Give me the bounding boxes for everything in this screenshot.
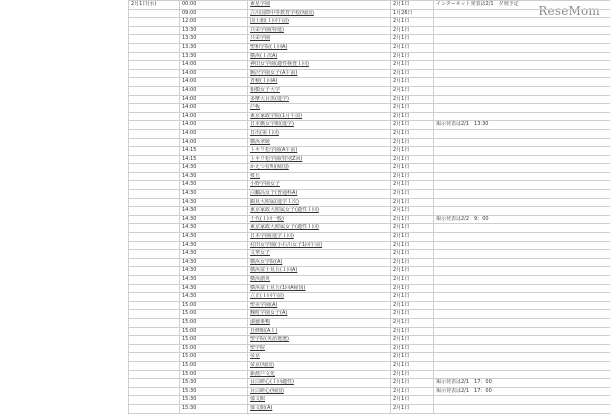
table-row bbox=[129, 52, 610, 61]
result-date-cell: 2月1日 bbox=[391, 207, 434, 216]
time-cell: 14:00 bbox=[180, 104, 248, 113]
result-date-cell: 2月1日 bbox=[391, 78, 434, 87]
school-link[interactable]: トキワ松学園(特別Z回) bbox=[248, 155, 391, 164]
time-cell: 15:00 bbox=[180, 327, 248, 336]
date-cell bbox=[129, 112, 180, 121]
date-cell bbox=[129, 404, 180, 413]
note-cell bbox=[434, 241, 610, 250]
school-link[interactable]: 千代(１回一般) bbox=[248, 215, 391, 224]
time-cell: 14:30 bbox=[180, 172, 248, 181]
date-cell bbox=[129, 190, 180, 199]
school-link[interactable]: 目白研心(１回適性) bbox=[248, 379, 391, 388]
time-cell: 14:30 bbox=[180, 190, 248, 199]
time-cell: 15:30 bbox=[180, 387, 248, 396]
resemom-logo: ReseMom bbox=[538, 4, 600, 18]
date-cell bbox=[129, 258, 180, 267]
table-row bbox=[129, 284, 610, 293]
date-cell bbox=[129, 353, 180, 362]
table-row bbox=[129, 327, 610, 336]
time-cell: 15:00 bbox=[180, 336, 248, 345]
time-cell: 14:15 bbox=[180, 147, 248, 156]
school-link[interactable]: 淑徳巣鴨 bbox=[248, 318, 391, 327]
note-cell bbox=[434, 310, 610, 319]
date-cell bbox=[129, 198, 180, 207]
result-date-cell: 2月1日 bbox=[391, 361, 434, 370]
school-link[interactable]: 東京家政学院(1月午前) bbox=[248, 112, 391, 121]
school-link[interactable]: 麴町学園女子(A) bbox=[248, 310, 391, 319]
time-cell: 15:00 bbox=[180, 361, 248, 370]
date-cell bbox=[129, 164, 180, 173]
table-row bbox=[129, 301, 610, 310]
table-row bbox=[129, 207, 610, 216]
school-link[interactable]: 相模女子大学 bbox=[248, 86, 391, 95]
note-cell bbox=[434, 336, 610, 345]
date-cell bbox=[129, 370, 180, 379]
school-link[interactable]: 横浜富士見丘(1回A帰国) bbox=[248, 284, 391, 293]
note-cell: 掲示発表は2/1 17：00 bbox=[434, 379, 610, 388]
result-date-cell: 2月1日 bbox=[391, 61, 434, 70]
school-link[interactable]: 横浜女学院(A) bbox=[248, 258, 391, 267]
time-cell: 14:00 bbox=[180, 78, 248, 87]
table-row bbox=[129, 69, 610, 78]
date-cell bbox=[129, 396, 180, 405]
table-row bbox=[129, 129, 610, 138]
result-date-cell: 2月1日 bbox=[391, 370, 434, 379]
note-cell bbox=[434, 258, 610, 267]
result-date-cell: 2月1日 bbox=[391, 129, 434, 138]
school-link[interactable]: 聖美学園(A) bbox=[248, 301, 391, 310]
time-cell: 14:30 bbox=[180, 293, 248, 302]
table-row bbox=[129, 198, 610, 207]
note-cell bbox=[434, 52, 610, 61]
school-link[interactable]: 多摩大目黒(進学) bbox=[248, 95, 391, 104]
table-row bbox=[129, 86, 610, 95]
school-link[interactable]: かえつ有明(帰国) bbox=[248, 164, 391, 173]
time-cell: 13:30 bbox=[180, 43, 248, 52]
note-cell bbox=[434, 138, 610, 147]
note-cell bbox=[434, 344, 610, 353]
time-cell: 14:30 bbox=[180, 233, 248, 242]
time-cell: 14:15 bbox=[180, 155, 248, 164]
result-date-cell: 2月1日 bbox=[391, 258, 434, 267]
result-date-cell: 2月1日 bbox=[391, 404, 434, 413]
note-cell bbox=[434, 198, 610, 207]
time-cell: 15:30 bbox=[180, 404, 248, 413]
time-cell: 13:30 bbox=[180, 26, 248, 35]
school-link[interactable]: 目白研心(帰国) bbox=[248, 387, 391, 396]
time-cell: 14:30 bbox=[180, 164, 248, 173]
table-row bbox=[129, 379, 610, 388]
table-row bbox=[129, 396, 610, 405]
school-link[interactable]: 小野学園女子 bbox=[248, 181, 391, 190]
note-cell bbox=[434, 370, 610, 379]
note-cell bbox=[434, 284, 610, 293]
time-cell: 09:00 bbox=[180, 9, 248, 18]
time-cell: 15:30 bbox=[180, 379, 248, 388]
date-cell bbox=[129, 26, 180, 35]
date-cell bbox=[129, 155, 180, 164]
result-date-cell: 2月1日 bbox=[391, 284, 434, 293]
table-row bbox=[129, 190, 610, 199]
date-cell bbox=[129, 138, 180, 147]
school-link[interactable]: 新渡戸文化 bbox=[248, 370, 391, 379]
table-row bbox=[129, 164, 610, 173]
result-date-cell: 2月1日 bbox=[391, 112, 434, 121]
time-cell: 14:30 bbox=[180, 215, 248, 224]
date-cell bbox=[129, 147, 180, 156]
school-link[interactable]: 聖和学院(１回A) bbox=[248, 43, 391, 52]
time-cell: 00:00 bbox=[180, 1, 248, 10]
result-date-cell: 2月1日 bbox=[391, 26, 434, 35]
note-cell bbox=[434, 293, 610, 302]
table-row bbox=[129, 147, 610, 156]
result-date-cell: 2月1日 bbox=[391, 104, 434, 113]
result-date-cell: 2月1日 bbox=[391, 172, 434, 181]
exam-schedule-sheet bbox=[128, 0, 600, 400]
table-row bbox=[129, 172, 610, 181]
note-cell: 掲示発表は2/1 17：00 bbox=[434, 387, 610, 396]
date-cell bbox=[129, 104, 180, 113]
date-cell bbox=[129, 61, 180, 70]
school-link[interactable]: 日本学園(進学１回) bbox=[248, 233, 391, 242]
school-link[interactable]: 文華女子 bbox=[248, 250, 391, 259]
result-date-cell: 2月1日 bbox=[391, 155, 434, 164]
date-cell bbox=[129, 181, 180, 190]
table-row bbox=[129, 258, 610, 267]
date-cell bbox=[129, 172, 180, 181]
school-link[interactable]: 青稜(１回A) bbox=[248, 78, 391, 87]
date-cell bbox=[129, 379, 180, 388]
date-cell bbox=[129, 215, 180, 224]
schedule-table bbox=[128, 0, 610, 414]
result-date-cell: 2月1日 bbox=[391, 147, 434, 156]
result-date-cell: 2月1日 bbox=[391, 353, 434, 362]
date-cell bbox=[129, 224, 180, 233]
school-link[interactable]: 東京家政大附属女子(適性１回) bbox=[248, 224, 391, 233]
school-link[interactable]: 横浜富士見丘(１回A) bbox=[248, 267, 391, 276]
result-date-cell: 2月1日 bbox=[391, 379, 434, 388]
note-cell bbox=[434, 181, 610, 190]
result-date-cell: 2月1日 bbox=[391, 198, 434, 207]
school-link[interactable]: 日本橋女学館(進学) bbox=[248, 121, 391, 130]
school-link[interactable]: 戸板 bbox=[248, 104, 391, 113]
school-link[interactable]: 国士舘(１回午前) bbox=[248, 18, 391, 27]
date-cell bbox=[129, 327, 180, 336]
table-row bbox=[129, 104, 610, 113]
date-cell bbox=[129, 121, 180, 130]
time-cell: 14:30 bbox=[180, 207, 248, 216]
table-row bbox=[129, 233, 610, 242]
table-row bbox=[129, 370, 610, 379]
date-cell bbox=[129, 301, 180, 310]
note-cell bbox=[434, 78, 610, 87]
time-cell: 13:30 bbox=[180, 35, 248, 44]
school-link[interactable]: 桜丘 bbox=[248, 172, 391, 181]
note-cell bbox=[434, 86, 610, 95]
school-link[interactable]: 横浜創英 bbox=[248, 276, 391, 285]
note-cell bbox=[434, 147, 610, 156]
school-link[interactable]: 東京家政大附属女子(適性１回) bbox=[248, 207, 391, 216]
date-cell bbox=[129, 207, 180, 216]
result-date-cell: 2月1日 bbox=[391, 276, 434, 285]
time-cell: 14:30 bbox=[180, 181, 248, 190]
note-cell bbox=[434, 250, 610, 259]
note-cell bbox=[434, 396, 610, 405]
school-link[interactable]: 鶴見大附属(進学１次) bbox=[248, 198, 391, 207]
school-link[interactable]: 郁文館(A) bbox=[248, 404, 391, 413]
result-date-cell: 2月1日 bbox=[391, 52, 434, 61]
note-cell bbox=[434, 164, 610, 173]
note-cell bbox=[434, 61, 610, 70]
date-cell bbox=[129, 9, 180, 18]
time-cell: 15:00 bbox=[180, 353, 248, 362]
school-link[interactable]: 帝京 bbox=[248, 353, 391, 362]
note-cell bbox=[434, 155, 610, 164]
date-cell bbox=[129, 129, 180, 138]
school-link[interactable]: 立川国際中等教育学校(帰国) bbox=[248, 9, 391, 18]
result-date-cell: 2月1日 bbox=[391, 301, 434, 310]
result-date-cell: 2月1日 bbox=[391, 138, 434, 147]
table-row bbox=[129, 404, 610, 413]
time-cell: 15:30 bbox=[180, 396, 248, 405]
note-cell bbox=[434, 95, 610, 104]
time-cell: 14:30 bbox=[180, 258, 248, 267]
date-cell bbox=[129, 18, 180, 27]
result-date-cell: 1月26日 bbox=[391, 9, 434, 18]
school-link[interactable]: 帝京(帰国) bbox=[248, 361, 391, 370]
note-cell bbox=[434, 233, 610, 242]
date-cell bbox=[129, 387, 180, 396]
result-date-cell: 2月1日 bbox=[391, 95, 434, 104]
date-cell bbox=[129, 35, 180, 44]
school-link[interactable]: 共栄学園 bbox=[248, 35, 391, 44]
date-cell bbox=[129, 310, 180, 319]
time-cell: 14:00 bbox=[180, 69, 248, 78]
note-cell bbox=[434, 35, 610, 44]
table-row bbox=[129, 95, 610, 104]
note-cell bbox=[434, 69, 610, 78]
result-date-cell: 2月1日 bbox=[391, 215, 434, 224]
table-row bbox=[129, 310, 610, 319]
result-date-cell: 2月1日 bbox=[391, 318, 434, 327]
date-cell bbox=[129, 86, 180, 95]
date-cell bbox=[129, 43, 180, 52]
table-row bbox=[129, 9, 610, 18]
time-cell: 15:00 bbox=[180, 310, 248, 319]
time-cell: 14:00 bbox=[180, 121, 248, 130]
result-date-cell: 2月1日 bbox=[391, 387, 434, 396]
result-date-cell: 2月1日 bbox=[391, 336, 434, 345]
note-cell bbox=[434, 276, 610, 285]
note-cell bbox=[434, 104, 610, 113]
school-link[interactable]: 聖学院 bbox=[248, 344, 391, 353]
table-row bbox=[129, 35, 610, 44]
note-cell bbox=[434, 129, 610, 138]
result-date-cell: 2月1日 bbox=[391, 43, 434, 52]
school-link[interactable]: 横浜(１次A) bbox=[248, 52, 391, 61]
note-cell bbox=[434, 267, 610, 276]
school-link[interactable]: 横浜翠陵 bbox=[248, 138, 391, 147]
date-cell bbox=[129, 52, 180, 61]
schedule-table-body bbox=[129, 1, 610, 414]
table-row bbox=[129, 26, 610, 35]
result-date-cell: 2月1日 bbox=[391, 1, 434, 10]
school-link[interactable]: トキワ松学園(A午前) bbox=[248, 147, 391, 156]
time-cell: 15:00 bbox=[180, 344, 248, 353]
table-row bbox=[129, 276, 610, 285]
result-date-cell: 2月1日 bbox=[391, 181, 434, 190]
table-row bbox=[129, 181, 610, 190]
time-cell: 14:30 bbox=[180, 284, 248, 293]
time-cell: 14:00 bbox=[180, 129, 248, 138]
date-cell bbox=[129, 250, 180, 259]
note-cell: インターネット発表は2/1 夕刻予定 bbox=[434, 1, 610, 10]
result-date-cell: 2月1日 bbox=[391, 69, 434, 78]
note-cell bbox=[434, 43, 610, 52]
school-link[interactable]: 郁文館 bbox=[248, 396, 391, 405]
note-cell bbox=[434, 318, 610, 327]
school-link[interactable]: 自修館(A１) bbox=[248, 327, 391, 336]
result-date-cell: 2月1日 bbox=[391, 396, 434, 405]
note-cell bbox=[434, 361, 610, 370]
table-row bbox=[129, 112, 610, 121]
result-date-cell: 2月1日 bbox=[391, 250, 434, 259]
date-cell bbox=[129, 69, 180, 78]
time-cell: 15:00 bbox=[180, 370, 248, 379]
result-date-cell: 2月1日 bbox=[391, 344, 434, 353]
result-date-cell: 2月1日 bbox=[391, 121, 434, 130]
date-cell bbox=[129, 361, 180, 370]
note-cell bbox=[434, 327, 610, 336]
result-date-cell: 2月1日 bbox=[391, 164, 434, 173]
result-date-cell: 2月1日 bbox=[391, 86, 434, 95]
result-date-cell: 2月1日 bbox=[391, 293, 434, 302]
table-row bbox=[129, 1, 610, 10]
note-cell bbox=[434, 26, 610, 35]
date-cell bbox=[129, 233, 180, 242]
date-cell bbox=[129, 267, 180, 276]
note-cell bbox=[434, 112, 610, 121]
time-cell: 15:00 bbox=[180, 301, 248, 310]
time-cell: 14:30 bbox=[180, 250, 248, 259]
time-cell: 13:30 bbox=[180, 52, 248, 61]
school-link[interactable]: 共栄学園(特進) bbox=[248, 26, 391, 35]
school-link[interactable]: 駒沢学園女子(A午前) bbox=[248, 69, 391, 78]
time-cell: 14:00 bbox=[180, 112, 248, 121]
date-cell bbox=[129, 284, 180, 293]
note-cell bbox=[434, 301, 610, 310]
note-cell bbox=[434, 9, 610, 18]
school-link[interactable]: 東星学園 bbox=[248, 1, 391, 10]
time-cell: 12:00 bbox=[180, 18, 248, 27]
table-row bbox=[129, 353, 610, 362]
date-cell bbox=[129, 78, 180, 87]
date-cell bbox=[129, 241, 180, 250]
note-cell bbox=[434, 224, 610, 233]
table-row bbox=[129, 361, 610, 370]
time-cell: 14:30 bbox=[180, 241, 248, 250]
time-cell: 14:00 bbox=[180, 138, 248, 147]
table-row bbox=[129, 344, 610, 353]
table-row bbox=[129, 215, 610, 224]
result-date-cell: 2月1日 bbox=[391, 18, 434, 27]
time-cell: 14:30 bbox=[180, 224, 248, 233]
table-row bbox=[129, 61, 610, 70]
school-link[interactable]: 聖学院(英語選選) bbox=[248, 336, 391, 345]
time-cell: 14:00 bbox=[180, 95, 248, 104]
table-row bbox=[129, 18, 610, 27]
date-cell bbox=[129, 336, 180, 345]
date-cell bbox=[129, 276, 180, 285]
table-row bbox=[129, 293, 610, 302]
table-row bbox=[129, 318, 610, 327]
time-cell: 14:00 bbox=[180, 86, 248, 95]
note-cell bbox=[434, 190, 610, 199]
note-cell bbox=[434, 172, 610, 181]
result-date-cell: 2月1日 bbox=[391, 267, 434, 276]
result-date-cell: 2月1日 bbox=[391, 224, 434, 233]
result-date-cell: 2月1日 bbox=[391, 310, 434, 319]
table-row bbox=[129, 138, 610, 147]
date-cell: 2月1日(水) bbox=[129, 1, 180, 10]
time-cell: 14:30 bbox=[180, 276, 248, 285]
result-date-cell: 2月1日 bbox=[391, 190, 434, 199]
table-row bbox=[129, 78, 610, 87]
date-cell bbox=[129, 95, 180, 104]
table-row bbox=[129, 43, 610, 52]
time-cell: 14:00 bbox=[180, 61, 248, 70]
school-link[interactable]: 日出(第１回) bbox=[248, 129, 391, 138]
table-row bbox=[129, 336, 610, 345]
time-cell: 15:00 bbox=[180, 318, 248, 327]
note-cell bbox=[434, 18, 610, 27]
result-date-cell: 2月1日 bbox=[391, 233, 434, 242]
table-row bbox=[129, 241, 610, 250]
school-link[interactable]: 村田女学園(小石川女子1回午前) bbox=[248, 241, 391, 250]
date-cell bbox=[129, 293, 180, 302]
table-row bbox=[129, 121, 610, 130]
result-date-cell: 2月1日 bbox=[391, 35, 434, 44]
result-date-cell: 2月1日 bbox=[391, 241, 434, 250]
table-row bbox=[129, 250, 610, 259]
note-cell bbox=[434, 353, 610, 362]
note-cell: 掲示発表は2/1 13:30 bbox=[434, 121, 610, 130]
time-cell: 14:30 bbox=[180, 198, 248, 207]
table-row bbox=[129, 387, 610, 396]
school-link[interactable]: 神田女学園(適性検査１回) bbox=[248, 61, 391, 70]
time-cell: 14:30 bbox=[180, 267, 248, 276]
result-date-cell: 2月1日 bbox=[391, 327, 434, 336]
date-cell bbox=[129, 344, 180, 353]
school-link[interactable]: 立正(１回午前) bbox=[248, 293, 391, 302]
note-cell bbox=[434, 207, 610, 216]
table-row bbox=[129, 267, 610, 276]
date-cell bbox=[129, 318, 180, 327]
table-row bbox=[129, 155, 610, 164]
note-cell bbox=[434, 404, 610, 413]
table-row bbox=[129, 224, 610, 233]
school-link[interactable]: 白鵬高女子(普通科A) bbox=[248, 190, 391, 199]
note-cell: 掲示発表は2/2 9：00 bbox=[434, 215, 610, 224]
